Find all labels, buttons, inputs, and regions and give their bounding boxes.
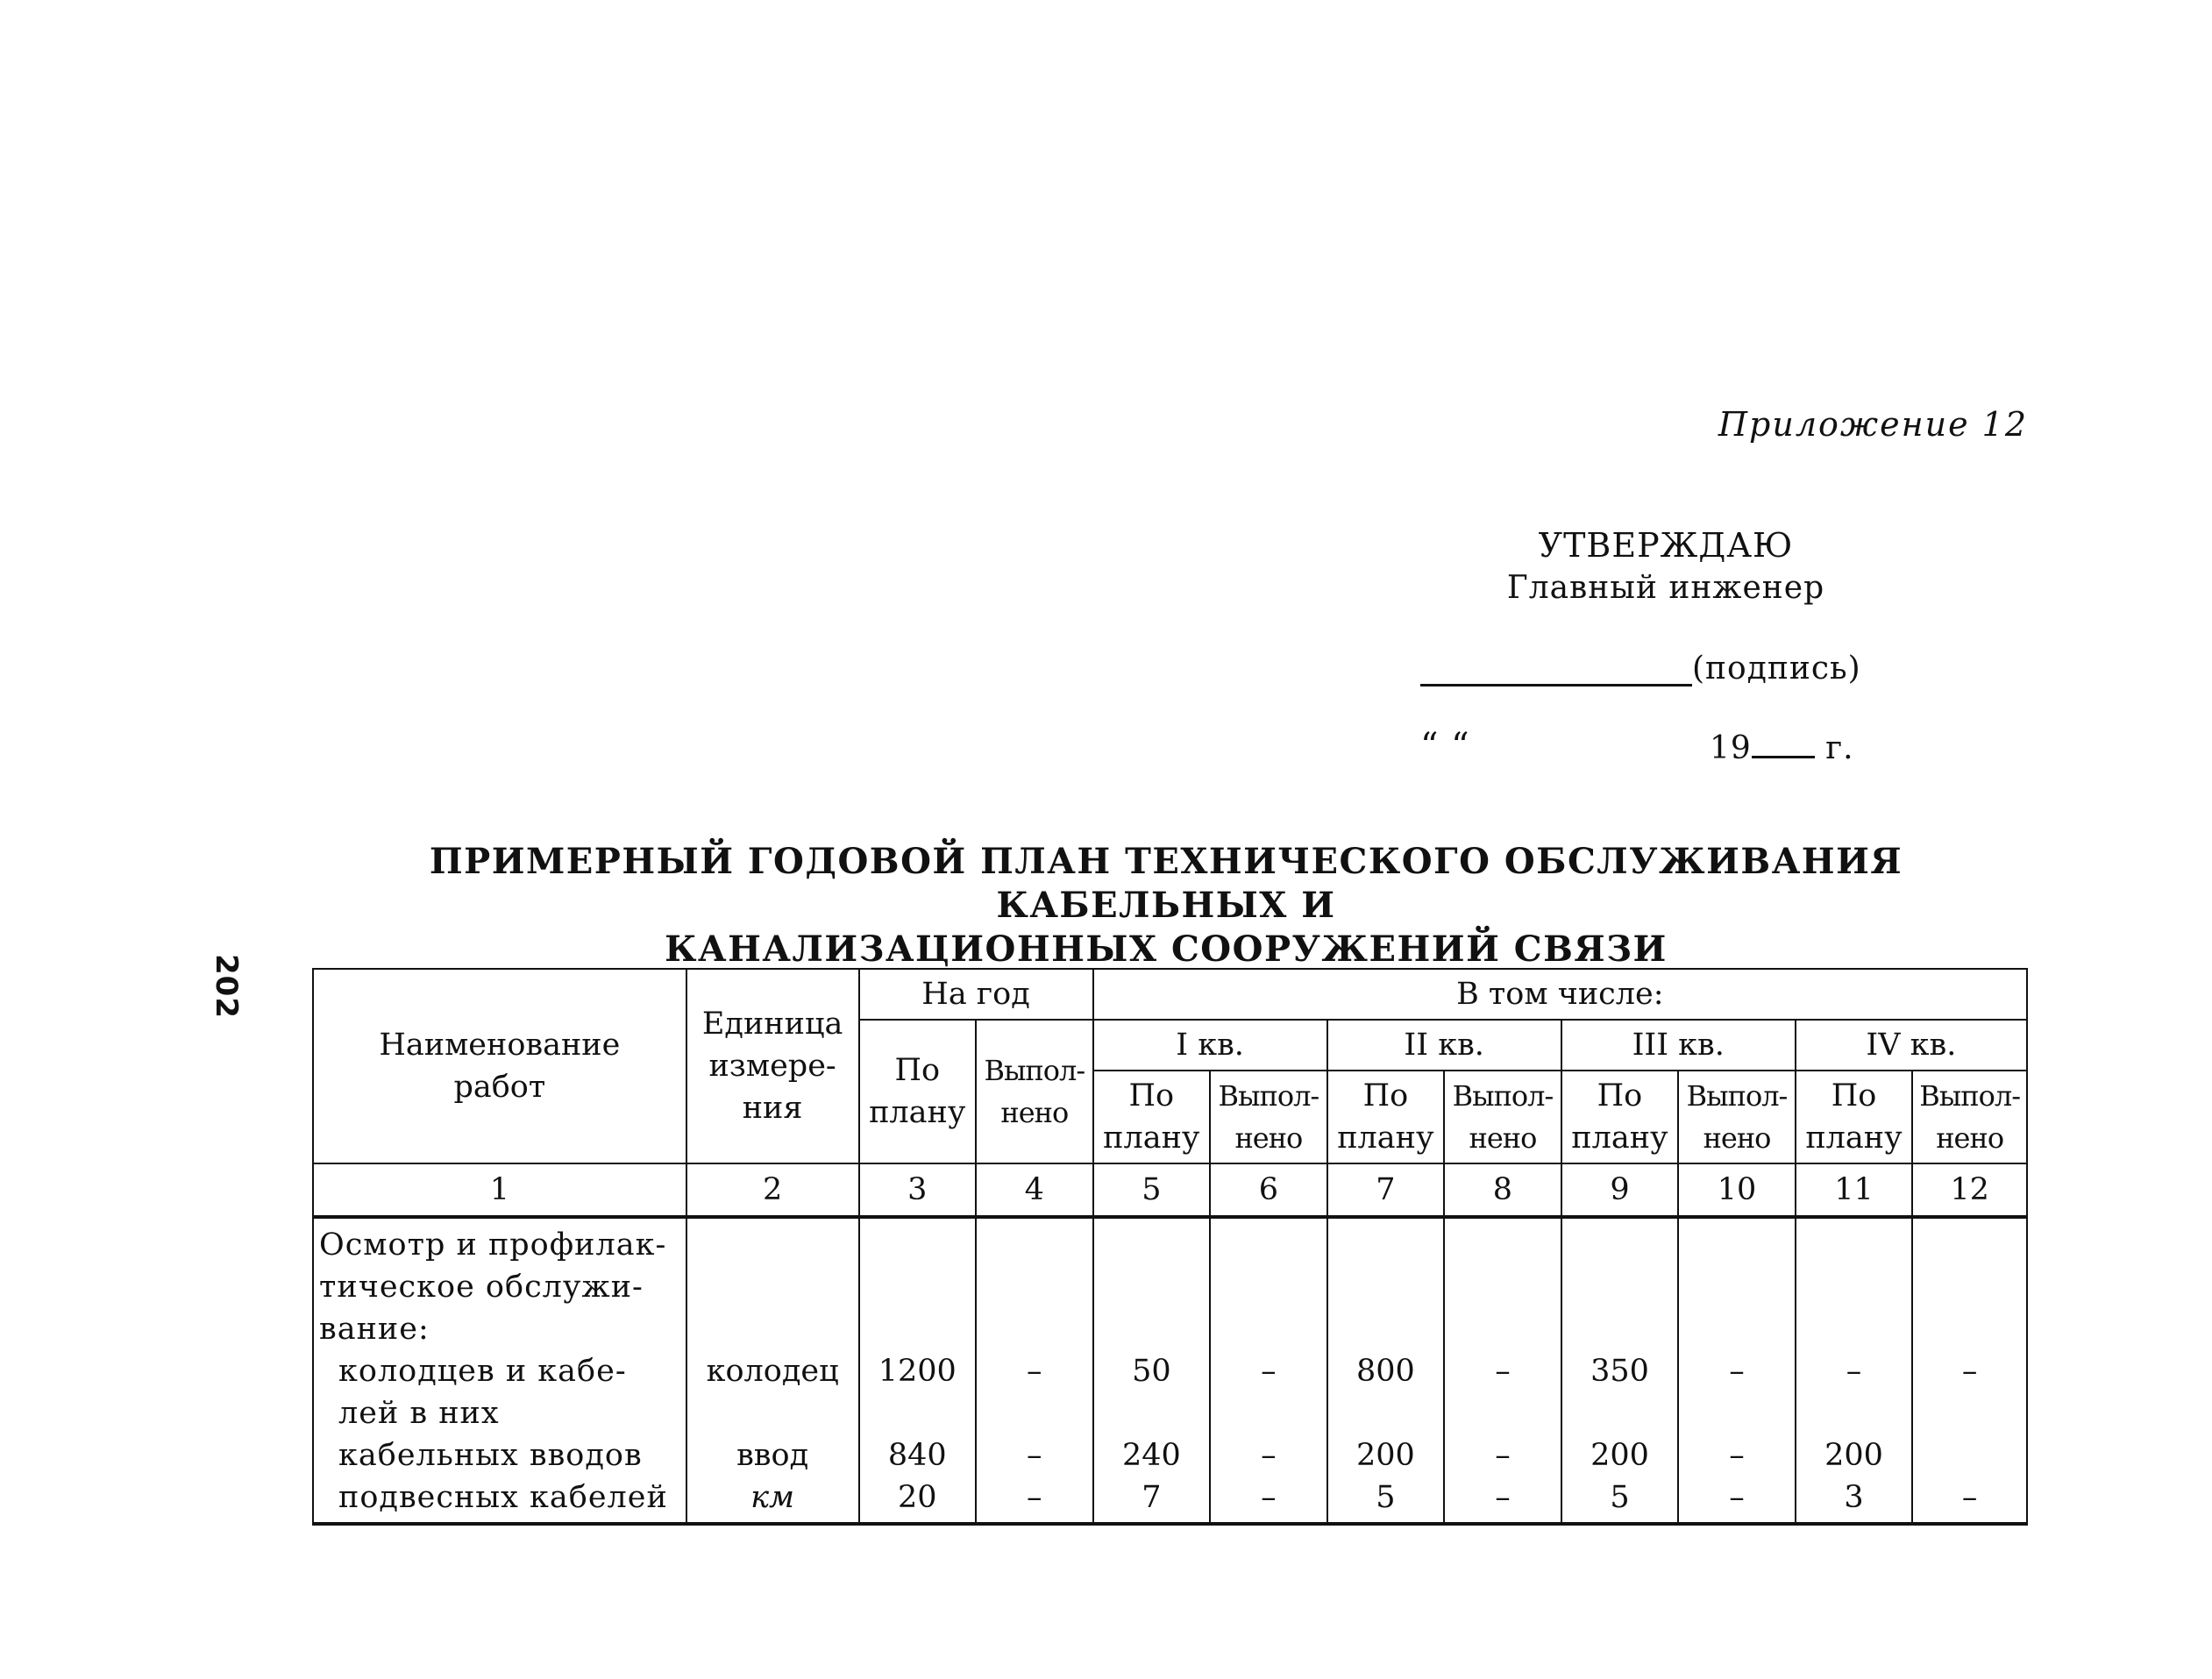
done-line-2: нено: [1936, 1121, 2004, 1155]
done-line-1: Выпол-: [1686, 1079, 1788, 1113]
column-number: 7: [1327, 1163, 1445, 1217]
header-q4: IV кв.: [1796, 1020, 2027, 1071]
done-line-1: Выпол-: [1452, 1079, 1554, 1113]
column-number: 9: [1561, 1163, 1679, 1217]
empty-cell: [1561, 1217, 1679, 1350]
signature-label: (подпись): [1692, 651, 1861, 687]
header-name-line-2: работ: [453, 1070, 546, 1105]
cell-q2-done: –: [1444, 1434, 1561, 1476]
plan-line-2: плану: [869, 1095, 966, 1130]
section-line-1: Осмотр и профилак-: [319, 1227, 667, 1263]
cell-q3-done: –: [1678, 1476, 1796, 1524]
header-unit-line-3: ния: [742, 1091, 803, 1126]
row-name-line-1: подвесных кабелей: [338, 1480, 668, 1515]
table-row: [313, 1476, 2027, 1524]
row-name: [313, 1476, 686, 1524]
cell-q3-plan: 5: [1561, 1476, 1679, 1524]
cell-q3-plan: 200: [1561, 1434, 1679, 1476]
empty-cell: [976, 1217, 1093, 1350]
cell-q3-plan: 350: [1561, 1350, 1679, 1434]
done-line-1: Выпол-: [984, 1054, 1085, 1087]
plan-line-2: плану: [1571, 1121, 1668, 1156]
header-including: В том числе:: [1093, 969, 2027, 1020]
approval-block: [1438, 526, 1894, 606]
empty-cell: [1444, 1217, 1561, 1350]
date-line: [1420, 726, 1859, 770]
plan-line-2: плану: [1805, 1121, 1903, 1156]
done-line-2: нено: [1000, 1096, 1069, 1129]
header-name-line-1: Наименование: [379, 1028, 621, 1063]
page-number: 202: [209, 954, 244, 1019]
section-title: [313, 1217, 686, 1350]
column-number: 3: [859, 1163, 977, 1217]
cell-q4-done: [1912, 1434, 2027, 1476]
cell-q1-done: –: [1210, 1476, 1327, 1524]
column-number: 4: [976, 1163, 1093, 1217]
header-q1: I кв.: [1093, 1020, 1327, 1071]
header-q1-done: [1210, 1071, 1327, 1163]
row-name: [313, 1434, 686, 1476]
column-number: 1: [313, 1163, 686, 1217]
header-q3-done: [1678, 1071, 1796, 1163]
row-unit: ввод: [686, 1434, 859, 1476]
header-per-year: На год: [859, 969, 1093, 1020]
header-unit: [686, 969, 859, 1163]
column-number: 6: [1210, 1163, 1327, 1217]
column-number: 10: [1678, 1163, 1796, 1217]
done-line-1: Выпол-: [1919, 1079, 2020, 1113]
empty-cell: [1678, 1217, 1796, 1350]
section-row: [313, 1217, 2027, 1350]
cell-year-done: –: [976, 1350, 1093, 1434]
header-unit-line-1: Единица: [701, 1007, 843, 1042]
row-unit: колодец: [686, 1350, 859, 1434]
signature-blank: [1420, 649, 1692, 687]
header-name-of-works: [313, 969, 686, 1163]
plan-line-2: плану: [1103, 1121, 1200, 1156]
header-q2-plan: [1327, 1071, 1445, 1163]
cell-year-plan: 20: [859, 1476, 977, 1524]
plan-line-1: По: [1362, 1078, 1409, 1113]
header-unit-line-2: измере-: [708, 1049, 836, 1084]
cell-q1-done: –: [1210, 1350, 1327, 1434]
header-q1-plan: [1093, 1071, 1211, 1163]
table-row: [313, 1434, 2027, 1476]
plan-line-1: По: [1597, 1078, 1643, 1113]
document-title: [298, 840, 2034, 971]
cell-q2-done: –: [1444, 1350, 1561, 1434]
column-number-row: [313, 1163, 2027, 1217]
cell-q4-plan: –: [1796, 1350, 1913, 1434]
header-q3-plan: [1561, 1071, 1679, 1163]
header-year-plan: [859, 1020, 977, 1163]
section-line-2: тическое обслужи-: [319, 1270, 644, 1305]
maintenance-plan-table: [312, 968, 2028, 1526]
done-line-2: нено: [1234, 1121, 1303, 1155]
empty-cell: [1912, 1217, 2027, 1350]
cell-q4-done: –: [1912, 1476, 2027, 1524]
row-name: [313, 1350, 686, 1434]
cell-q4-plan: 3: [1796, 1476, 1913, 1524]
cell-q2-done: –: [1444, 1476, 1561, 1524]
header-q3: III кв.: [1561, 1020, 1796, 1071]
header-year-done: [976, 1020, 1093, 1163]
year-suffix: г.: [1825, 730, 1854, 766]
cell-q3-done: –: [1678, 1434, 1796, 1476]
row-name-line-1: кабельных вводов: [338, 1438, 643, 1473]
section-line-3: вание:: [319, 1312, 430, 1347]
approval-title: УТВЕРЖДАЮ: [1538, 526, 1794, 565]
year-prefix: 19: [1710, 730, 1752, 766]
cell-q2-plan: 800: [1327, 1350, 1445, 1434]
done-line-2: нено: [1469, 1121, 1537, 1155]
column-number: 8: [1444, 1163, 1561, 1217]
cell-year-done: –: [976, 1434, 1093, 1476]
empty-cell: [1327, 1217, 1445, 1350]
column-number: 12: [1912, 1163, 2027, 1217]
cell-q4-done: –: [1912, 1350, 2027, 1434]
plan-line-1: По: [1831, 1078, 1877, 1113]
cell-q3-done: –: [1678, 1350, 1796, 1434]
plan-line-1: По: [894, 1053, 941, 1088]
header-q4-plan: [1796, 1071, 1913, 1163]
date-quotes: “ “: [1420, 726, 1470, 766]
document-title-line-2: КАНАЛИЗАЦИОННЫХ СООРУЖЕНИЙ СВЯЗИ: [665, 928, 1668, 970]
done-line-2: нено: [1703, 1121, 1771, 1155]
appendix-label: Приложение 12: [1718, 405, 2028, 444]
column-number: 11: [1796, 1163, 1913, 1217]
plan-line-2: плану: [1337, 1121, 1434, 1156]
empty-cell: [1210, 1217, 1327, 1350]
done-line-1: Выпол-: [1218, 1079, 1319, 1113]
cell-q1-plan: 50: [1093, 1350, 1211, 1434]
signature-line: [1420, 649, 1861, 687]
row-name-line-1: колодцев и кабе-: [338, 1354, 627, 1389]
cell-year-plan: 1200: [859, 1350, 977, 1434]
cell-year-plan: 840: [859, 1434, 977, 1476]
year-blank: [1752, 726, 1815, 758]
header-q4-done: [1912, 1071, 2027, 1163]
empty-cell: [859, 1217, 977, 1350]
empty-cell: [1796, 1217, 1913, 1350]
empty-cell: [1093, 1217, 1211, 1350]
cell-q2-plan: 200: [1327, 1434, 1445, 1476]
cell-q4-plan: 200: [1796, 1434, 1913, 1476]
cell-year-done: –: [976, 1476, 1093, 1524]
column-number: 2: [686, 1163, 859, 1217]
row-name-line-2: лей в них: [338, 1396, 500, 1431]
header-q2-done: [1444, 1071, 1561, 1163]
date-year: [1710, 726, 1854, 766]
table-row: [313, 1350, 2027, 1434]
column-number: 5: [1093, 1163, 1211, 1217]
approval-position: Главный инженер: [1506, 570, 1825, 606]
cell-q2-plan: 5: [1327, 1476, 1445, 1524]
header-q2: II кв.: [1327, 1020, 1561, 1071]
cell-q1-plan: 7: [1093, 1476, 1211, 1524]
document-title-line-1: ПРИМЕРНЫЙ ГОДОВОЙ ПЛАН ТЕХНИЧЕСКОГО ОБСЛУЖИВАНИЯ КАБЕЛЬНЫХ И: [429, 841, 1903, 926]
cell-q1-plan: 240: [1093, 1434, 1211, 1476]
empty-cell: [686, 1217, 859, 1350]
row-unit: км: [686, 1476, 859, 1524]
plan-line-1: По: [1128, 1078, 1175, 1113]
cell-q1-done: –: [1210, 1434, 1327, 1476]
